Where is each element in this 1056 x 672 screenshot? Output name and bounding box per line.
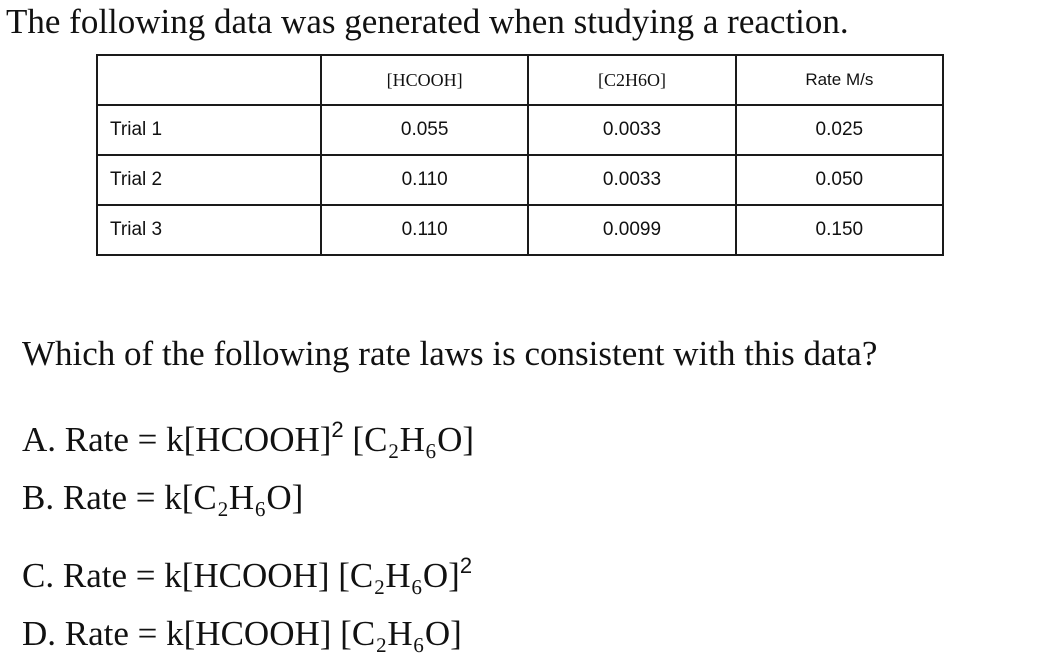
trial-label: Trial 3	[97, 205, 321, 255]
table-header-row	[97, 55, 943, 105]
table-row	[97, 205, 943, 255]
option-c-exponent: 2	[459, 553, 473, 578]
table-row	[97, 105, 943, 155]
hcooh-value: 0.055	[321, 105, 528, 155]
option-d[interactable]	[22, 614, 462, 654]
trial-label: Trial 1	[97, 105, 321, 155]
option-a[interactable]	[22, 410, 474, 460]
option-a-exponent: 2	[331, 417, 344, 442]
header-cell-c2h6o: [C2H6O]	[528, 55, 735, 105]
option-d-text: D. Rate = k[HCOOH] [C₂H₆O]	[22, 614, 462, 653]
header-cell-rate: Rate M/s	[736, 55, 943, 105]
data-table	[96, 54, 944, 256]
question-text: Which of the following rate laws is consistent with this data?	[22, 334, 878, 373]
rate-value: 0.150	[736, 205, 943, 255]
option-b-text: B. Rate = k[C₂H₆O]	[22, 478, 304, 517]
hcooh-value: 0.110	[321, 205, 528, 255]
header-cell-empty	[97, 55, 321, 105]
rate-value: 0.050	[736, 155, 943, 205]
c2h6o-value: 0.0099	[528, 205, 735, 255]
rate-value: 0.025	[736, 105, 943, 155]
hcooh-value: 0.110	[321, 155, 528, 205]
trial-label: Trial 2	[97, 155, 321, 205]
heading: The following data was generated when studying a reaction.	[6, 2, 849, 41]
option-c[interactable]	[22, 546, 472, 596]
option-b[interactable]	[22, 478, 303, 518]
option-c-text: C. Rate = k[HCOOH] [C₂H₆O]	[22, 556, 460, 595]
table-row	[97, 155, 943, 205]
option-a-text-tail: [C₂H₆O]	[343, 420, 475, 459]
c2h6o-value: 0.0033	[528, 155, 735, 205]
option-a-text: A. Rate = k[HCOOH]	[22, 420, 332, 459]
header-cell-hcooh: [HCOOH]	[321, 55, 528, 105]
c2h6o-value: 0.0033	[528, 105, 735, 155]
